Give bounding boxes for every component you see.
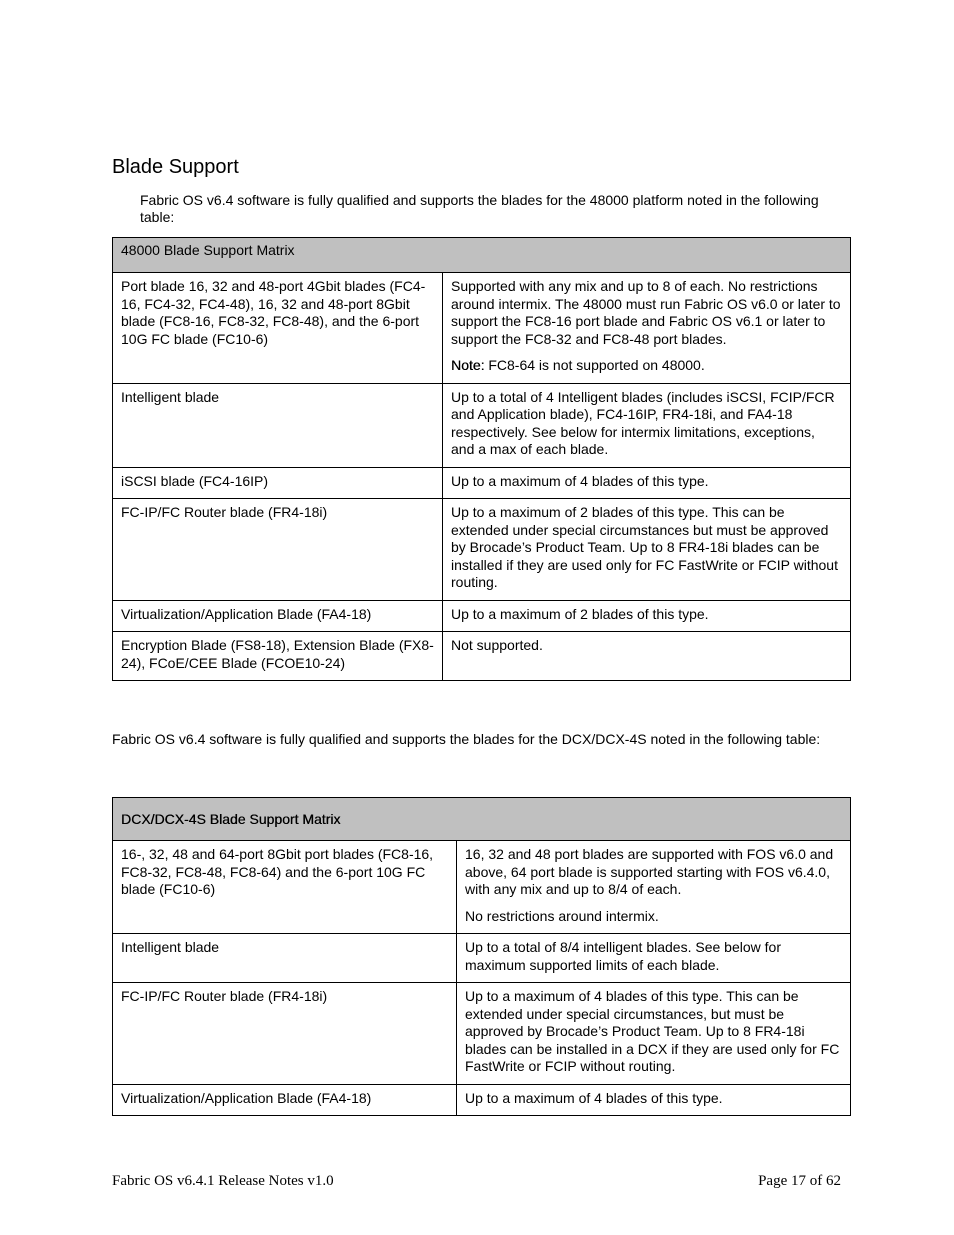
blade-support-table-dcx: [112, 797, 851, 1116]
table-header: DCX/DCX-4S Blade Support Matrix: [113, 798, 851, 841]
table-row: Port blade 16, 32 and 48-port 4Gbit blades (FC4-16, FC4-32, FC4-48), 16, 32 and 48-port 8Gbit blade (FC8-16, FC8-32, FC8-48), and the 6-port 10G FC blade (FC10-6) Supported with any mix and up to 8 of each. No restrictions around intermix. The 48000 must run Fabric OS v6.0 or later to support the FC8-16 port blade and Fabric OS v6.1 or later to support the FC8-32 and FC8-48 port blades. Note: FC8-64 is not supported on 48000.: [113, 273, 851, 384]
table-row: iSCSI blade (FC4-16IP) Up to a maximum of 4 blades of this type.: [113, 467, 851, 499]
table-row: FC-IP/FC Router blade (FR4-18i) Up to a maximum of 2 blades of this type. This can be extended under special circumstances but must be approved by Brocade’s Product Team. Up to 8 FR4-18i blades can be installed if they are used only for FC FastWrite or FCIP without routing.: [113, 499, 851, 601]
intro-paragraph-dcx: Fabric OS v6.4 software is fully qualified and supports the blades for the DCX/DCX-4S noted in the following table:: [112, 731, 821, 747]
table-row: Virtualization/Application Blade (FA4-18) Up to a maximum of 4 blades of this type.: [113, 1084, 851, 1116]
table-row: Virtualization/Application Blade (FA4-18) Up to a maximum of 2 blades of this type.: [113, 600, 851, 632]
blade-support-table-48000: [112, 237, 851, 681]
table-row: FC-IP/FC Router blade (FR4-18i) Up to a maximum of 4 blades of this type. This can be extended under special circumstances, but must be approved by Brocade’s Product Team. Up to 8 FR4-18i blades can be installed in a DCX if they are used only for FC FastWrite or FCIP without routing.: [113, 983, 851, 1085]
intro-paragraph: Fabric OS v6.4 software is fully qualified and supports the blades for the 48000 platform noted in the following table:: [140, 192, 819, 225]
table-row: 16-, 32, 48 and 64-port 8Gbit port blades (FC8-16, FC8-32, FC8-48, FC8-64) and the 6-port 10G FC blade (FC10-6) 16, 32 and 48 port blades are supported with FOS v6.0 and above, 64 port blade is supported starting with FOS v6.4.0, with any mix and up to 8/4 of each. No restrictions around intermix.: [113, 841, 851, 934]
table-row: Intelligent blade Up to a total of 8/4 intelligent blades. See below for maximum supported limits of each blade.: [113, 934, 851, 983]
table-row: Intelligent blade Up to a total of 4 Intelligent blades (includes iSCSI, FCIP/FCR and Application blade), FC4-16IP, FR4-18i, and FA4-18 respectively. See below for intermix limitations, exceptions, and a max of each blade.: [113, 383, 851, 467]
page-title: Blade Support: [112, 156, 239, 178]
table-header: 48000 Blade Support Matrix: [113, 238, 851, 273]
footer-doc-title: Fabric OS v6.4.1 Release Notes v1.0: [112, 1173, 334, 1189]
footer-page-number: Page 17 of 62: [758, 1173, 841, 1189]
table-row: Encryption Blade (FS8-18), Extension Blade (FX8-24), FCoE/CEE Blade (FCOE10-24) Not supported.: [113, 632, 851, 681]
